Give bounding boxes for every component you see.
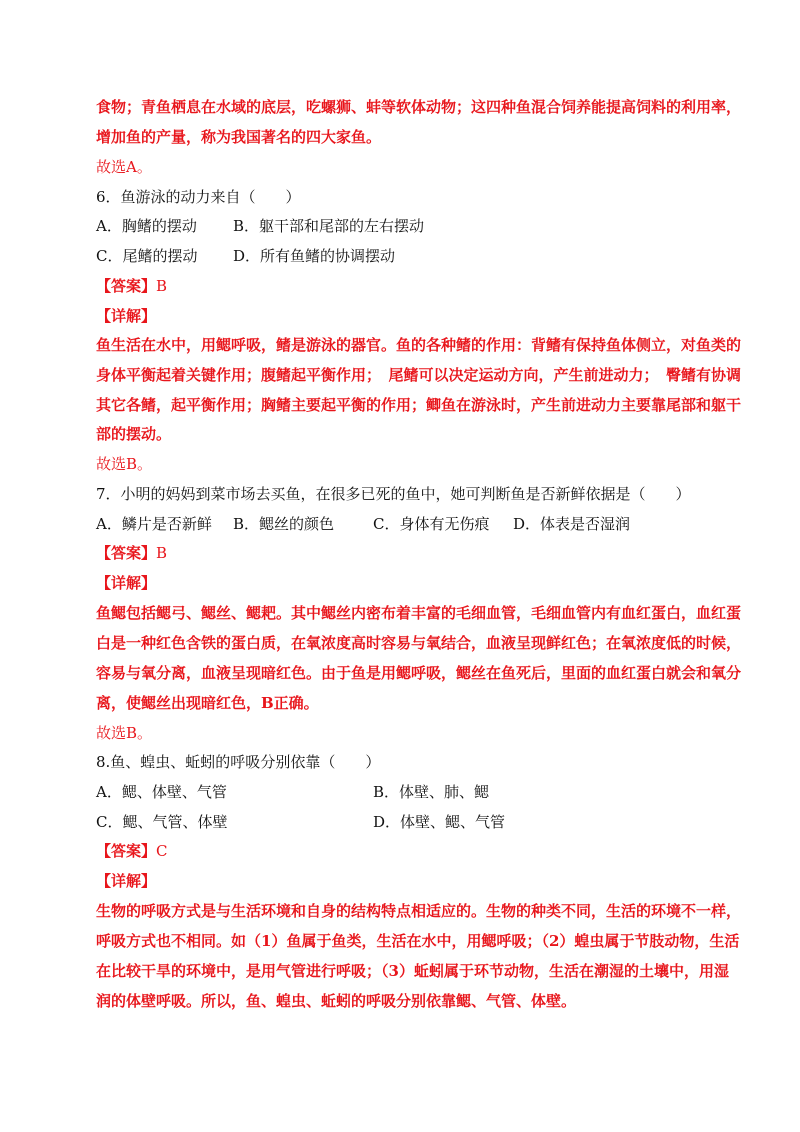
question-8-answer [96, 841, 168, 861]
question-6-option-c: C．尾鳍的摆动 [96, 247, 198, 265]
question-6-answer [96, 276, 167, 296]
question-7-detail-line-2: 白是一种红色含铁的蛋白质，在氧浓度高时容易与氧结合，血液呈现鲜红色；在氧浓度低的时候， [96, 634, 742, 652]
question-7-detail-line-3: 容易与氧分离，血液呈现暗红色。由于鱼是用鳃呼吸，鳃丝在鱼死后，里面的血红蛋白就会和氧分 [96, 664, 742, 682]
question-6-detail-line-1: 鱼生活在水中，用鳃呼吸，鳍是游泳的器官。鱼的各种鳍的作用：背鳍有保持鱼体侧立，对鱼类的 [96, 336, 742, 354]
question-7-option-b: B．鳃丝的颜色 [233, 515, 335, 533]
answer-value: B [156, 277, 168, 295]
question-8-option-d: D．体壁、鳃、气管 [373, 813, 506, 831]
question-8-detail-line-2: 呼吸方式也不相同。如（1）鱼属于鱼类，生活在水中，用鳃呼吸；（2）蝗虫属于节肢动物，生活 [96, 932, 740, 950]
question-6-detail-line-2: 身体平衡起着关键作用；腹鳍起平衡作用； 尾鳍可以决定运动方向，产生前进动力； 臀鳍有协调 [96, 366, 742, 384]
question-7-option-c: C．身体有无伤痕 [373, 515, 490, 533]
question-8-option-c: C．鳃、气管、体壁 [96, 813, 228, 831]
question-8-detail-line-3: 在比较干旱的环境中，是用气管进行呼吸；（3）蚯蚓属于环节动物，生活在潮湿的土壤中，用湿 [96, 962, 729, 980]
answer-label: 【答案】 [96, 842, 157, 860]
question-8-detail-line-4: 润的体壁呼吸。所以，鱼、蝗虫、蚯蚓的呼吸分别依靠鳃、气管、体壁。 [96, 992, 577, 1010]
question-6-option-a: A．胸鳍的摆动 [96, 217, 197, 235]
answer-value: B [156, 544, 168, 562]
question-7-answer [96, 543, 167, 563]
question-7-conclusion: 故选B。 [96, 724, 153, 742]
question-7-option-a: A．鳞片是否新鲜 [96, 515, 212, 533]
question-8-option-b: B．体壁、肺、鳃 [373, 783, 490, 801]
question-6-detail-line-4: 部的摆动。 [96, 425, 172, 443]
question-7-detail-line-1: 鱼鳃包括鳃弓、鳃丝、鳃耙。其中鳃丝内密布着丰富的毛细血管，毛细血管内有血红蛋白，血红蛋 [96, 604, 742, 622]
question-8-stem: 8.鱼、蝗虫、蚯蚓的呼吸分别依靠（ ） [96, 753, 381, 771]
prev-explanation-line-2: 增加鱼的产量，称为我国著名的四大家鱼。 [96, 128, 382, 146]
question-6-conclusion: 故选B。 [96, 455, 153, 473]
prev-explanation-line-1: 食物；青鱼栖息在水域的底层，吃螺狮、蚌等软体动物；这四种鱼混合饲养能提高饲料的利用率， [96, 98, 742, 116]
question-7-detail-label: 【详解】 [96, 574, 157, 592]
question-7-option-d: D．体表是否湿润 [513, 515, 631, 533]
question-7-stem: 7．小明的妈妈到菜市场去买鱼，在很多已死的鱼中，她可判断鱼是否新鲜依据是（ ） [96, 485, 691, 503]
prev-conclusion: 故选A。 [96, 158, 152, 176]
question-8-option-a: A．鳃、体壁、气管 [96, 783, 227, 801]
question-8-detail-label: 【详解】 [96, 872, 157, 890]
question-6-option-b: B．躯干部和尾部的左右摆动 [233, 217, 425, 235]
question-6-detail-label: 【详解】 [96, 307, 157, 325]
question-8-detail-line-1: 生物的呼吸方式是与生活环境和自身的结构特点相适应的。生物的种类不同，生活的环境不一样， [96, 902, 742, 920]
question-6-stem: 6．鱼游泳的动力来自（ ） [96, 188, 301, 206]
answer-label: 【答案】 [96, 277, 157, 295]
answer-value: C [156, 842, 168, 860]
question-7-detail-line-4: 离，使鳃丝出现暗红色，B正确。 [96, 694, 319, 712]
question-6-option-d: D．所有鱼鳍的协调摆动 [233, 247, 396, 265]
question-6-detail-line-3: 其它各鳍，起平衡作用；胸鳍主要起平衡的作用；鲫鱼在游泳时，产生前进动力主要靠尾部和躯干 [96, 396, 742, 414]
answer-label: 【答案】 [96, 544, 157, 562]
